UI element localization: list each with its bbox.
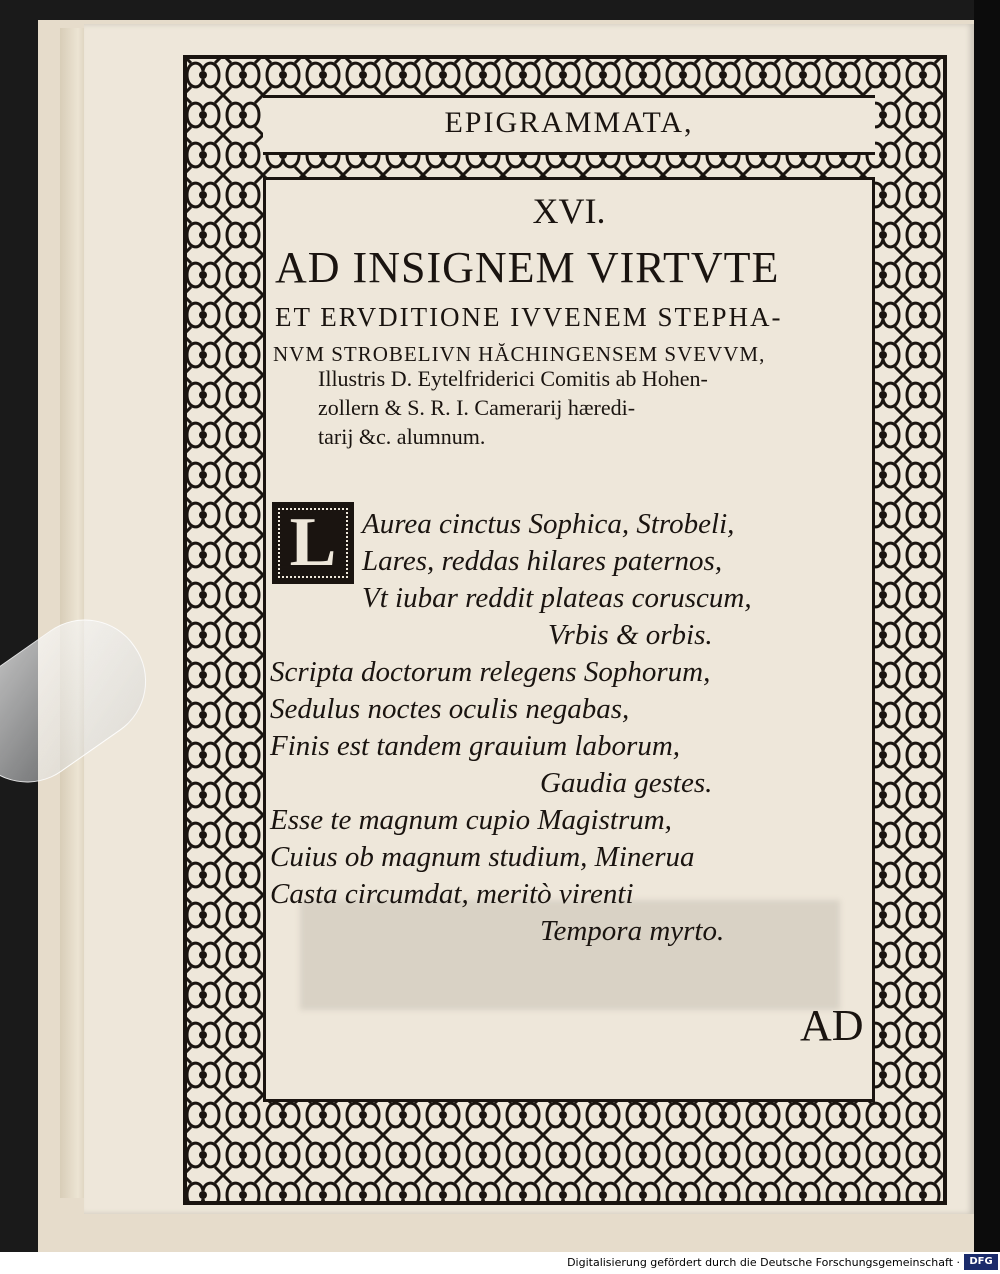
poem-line-11: Casta circumdat, meritò virenti: [270, 878, 634, 910]
poem-line-12: Tempora myrto.: [540, 915, 725, 947]
title-line-3: NVM STROBELIVN HĂCHINGENSEM SVEVVM,: [273, 342, 766, 366]
poem-line-1: Aurea cinctus Sophica, Strobeli,: [362, 508, 735, 540]
poem-line-4: Vrbis & orbis.: [548, 619, 713, 651]
dark-gutter: [974, 0, 1000, 1252]
catchword: AD: [800, 1001, 864, 1050]
footer-credit: Digitalisierung gefördert durch die Deutsche Forschungsgemeinschaft ·: [567, 1256, 960, 1269]
title-line-4: Illustris D. Eytelfriderici Comitis ab Hohen-: [318, 366, 708, 391]
poem-number: XVI.: [532, 191, 606, 231]
poem-line-10: Cuius ob magnum studium, Minerua: [270, 841, 695, 873]
title-line-5: zollern & S. R. I. Camerarij hæredi-: [318, 395, 636, 420]
title-line-6: tarij &c. alumnum.: [318, 424, 486, 449]
poem-line-3: Vt iubar reddit plateas coruscum,: [362, 582, 752, 614]
poem-line-2: Lares, reddas hilares paternos,: [362, 545, 723, 577]
decorated-initial: L: [272, 502, 354, 584]
poem-line-6: Sedulus noctes oculis negabas,: [270, 693, 630, 725]
poem-line-8: Gaudia gestes.: [540, 767, 713, 799]
poem-line-5: Scripta doctorum relegens Sophorum,: [270, 656, 711, 688]
title-line-1: AD INSIGNEM VIRTVTE: [275, 243, 780, 292]
poem-line-9: Esse te magnum cupio Magistrum,: [270, 804, 672, 836]
poem-line-7: Finis est tandem grauium laborum,: [270, 730, 681, 762]
title-line-2: ET ERVDITIONE IVVENEM STEPHA-: [275, 302, 783, 332]
dfg-logo: DFG: [964, 1254, 998, 1270]
running-head: EPIGRAMMATA,: [444, 106, 694, 139]
